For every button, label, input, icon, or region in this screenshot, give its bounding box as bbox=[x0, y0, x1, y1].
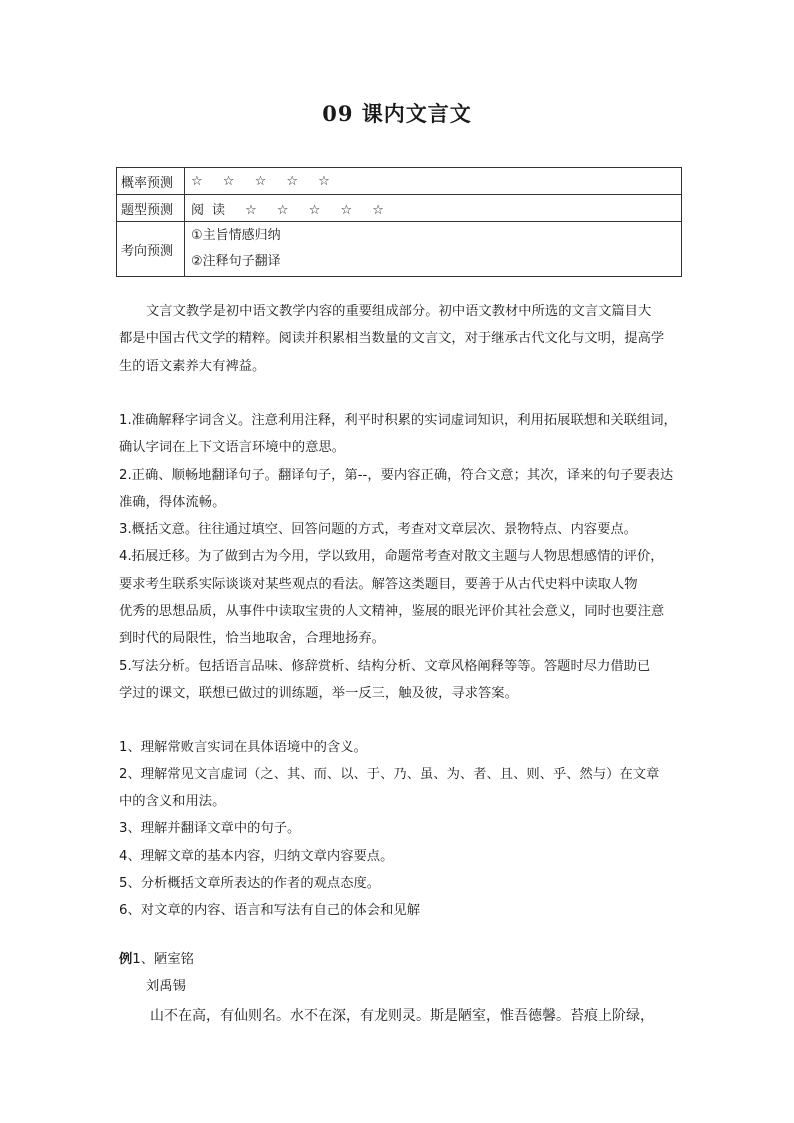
method-line: 5.写法分析。包括语言品味、修辞赏析、结构分析、文章风格阐释等等。答题时尽力借助已 bbox=[119, 659, 651, 674]
prediction-table bbox=[116, 167, 682, 277]
table-row bbox=[117, 168, 682, 195]
row-value-line: ①主旨情感归纳 bbox=[191, 228, 281, 243]
row-value-line: ②注释句子翻译 bbox=[191, 254, 281, 269]
page-title: 09 课内文言文 bbox=[322, 101, 472, 126]
objective-line: 4、理解文章的基本内容，归纳文章内容要点。 bbox=[119, 849, 394, 864]
method-line: 学过的课文，联想已做过的训练题，举一反三，触及彼，寻求答案。 bbox=[119, 686, 518, 701]
table-row bbox=[117, 195, 682, 222]
intro-line: 生的语文素养大有裨益。 bbox=[119, 359, 266, 374]
example-heading bbox=[119, 948, 194, 967]
objective-line: 3、理解并翻译文章中的句子。 bbox=[119, 821, 301, 836]
method-line: 2.正确、顺畅地翻译句子。翻译句子，第--，要内容正确，符合文意；其次，译来的句子要表达 bbox=[119, 468, 674, 483]
row-key: 概率预测 bbox=[117, 168, 185, 195]
example-title: 1、陋室铭 bbox=[132, 952, 194, 967]
example-text: 山不在高，有仙则名。水不在深，有龙则灵。斯是陋室，惟吾德馨。苔痕上阶绿， bbox=[150, 1008, 654, 1024]
method-line: 3.概括文意。往往通过填空、回答问题的方式，考查对文章层次、景物特点、内容要点。 bbox=[119, 522, 637, 537]
example-author: 刘禹锡 bbox=[146, 979, 186, 994]
intro-line: 都是中国古代文学的精粹。阅读并积累相当数量的文言文，对于继承古代文化与文明，提高学 bbox=[119, 331, 665, 346]
row-value: ☆ ☆ ☆ ☆ ☆ bbox=[185, 168, 682, 195]
table-row bbox=[117, 222, 682, 277]
objective-line: 1、理解常败言实词在具体语境中的含义。 bbox=[119, 740, 367, 755]
row-key: 考向预测 bbox=[117, 222, 185, 277]
intro-line: 文言文教学是初中语文教学内容的重要组成部分。初中语文教材中所选的文言文篇目大 bbox=[146, 304, 652, 319]
method-line: 4.拓展迁移。为了做到古为今用，学以致用，命题常考查对散文主题与人物思想感情的评价， bbox=[119, 549, 664, 564]
row-value bbox=[185, 222, 682, 277]
objective-line: 中的含义和用法。 bbox=[119, 794, 226, 809]
method-line: 要求考生联系实际谈谈对某些观点的看法。解答这类题目，要善于从古代史料中读取人物 bbox=[119, 577, 638, 592]
method-line: 1.准确解释字词含义。注意利用注释，利平时积累的实词虚词知识，利用拓展联想和关联组词， bbox=[119, 413, 677, 428]
row-value: 阅读 ☆ ☆ ☆ ☆ ☆ bbox=[185, 195, 682, 222]
objective-line: 2、理解常见文言虚词（之、其、而、以、于、乃、虽、为、者、且、则、乎、然与）在文章 bbox=[119, 767, 660, 782]
objective-line: 6、对文章的内容、语言和写法有自己的体会和见解 bbox=[119, 903, 420, 918]
method-line: 确认字词在上下文语言环境中的意思。 bbox=[119, 440, 346, 455]
method-line: 到时代的局限性，恰当地取舍，合理地扬弃。 bbox=[119, 631, 385, 646]
method-line: 准确，得体流畅。 bbox=[119, 495, 226, 510]
objective-line: 5、分析概括文章所表达的作者的观点态度。 bbox=[119, 876, 381, 891]
row-key: 题型预测 bbox=[117, 195, 185, 222]
example-label: 例 bbox=[119, 952, 133, 967]
method-line: 优秀的思想品质，从事件中读取宝贵的人文精神，鉴展的眼光评价其社会意义，同时也要注意 bbox=[119, 604, 665, 619]
